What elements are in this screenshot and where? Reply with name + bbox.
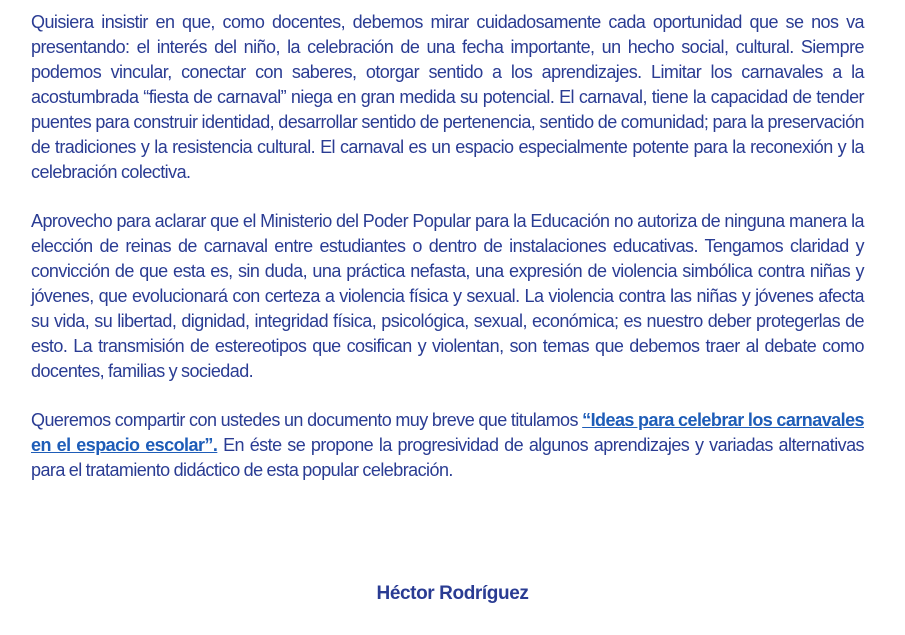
letter-body — [31, 10, 864, 483]
share-intro-text: Queremos compartir con ustedes un documento muy breve que titulamos — [31, 410, 583, 430]
document-link[interactable]: “Ideas para celebrar los carnavales en el espacio escolar”. — [31, 410, 864, 455]
share-outro-text: En éste se propone la progresividad de algunos aprendizajes y variadas alternativas para el tratamiento didáctico de esta popular celebración. — [31, 435, 865, 480]
paragraph-share-document — [31, 408, 864, 483]
paragraph-ministry-statement: Aprovecho para aclarar que el Ministerio del Poder Popular para la Educación no autoriza de ninguna manera la elección de reinas de carnaval entre estudiantes o dentro de instalaciones educativas. Tengamos claridad y convicción de que esta es, sin duda, una práctica nefasta, una expresión de violencia simbólica contra niñas y jóvenes, que evolucionará con certeza a violencia física y sexual. La violencia contra las niñas y jóvenes afecta su vida, su libertad, dignidad, integridad física, psicológica, sexual, económica; es nuestro deber protegerlas de esto. La transmisión de estereotipos que cosifican y violentan, son temas que debemos traer al debate como docentes, familias y sociedad. — [31, 211, 864, 381]
signature-name: Héctor Rodríguez — [376, 583, 529, 604]
paragraph-carnival-opportunity: Quisiera insistir en que, como docentes, debemos mirar cuidadosamente cada oportunidad que se nos va presentando: el interés del niño, la celebración de una fecha importante, un hecho social, cultural. Siempre podemos vincular, conectar con saberes, otorgar sentido a los aprendizajes. Limitar los carnavales a la acostumbrada “fiesta de carnaval” niega en gran medida su potencial. El carnaval, tiene la capacidad de tender puentes para construir identidad, desarrollar sentido de pertenencia, sentido de comunidad; para la preservación de tradiciones y la resistencia cultural. El carnaval es un espacio especialmente potente para la reconexión y la celebración colectiva. — [31, 12, 864, 182]
